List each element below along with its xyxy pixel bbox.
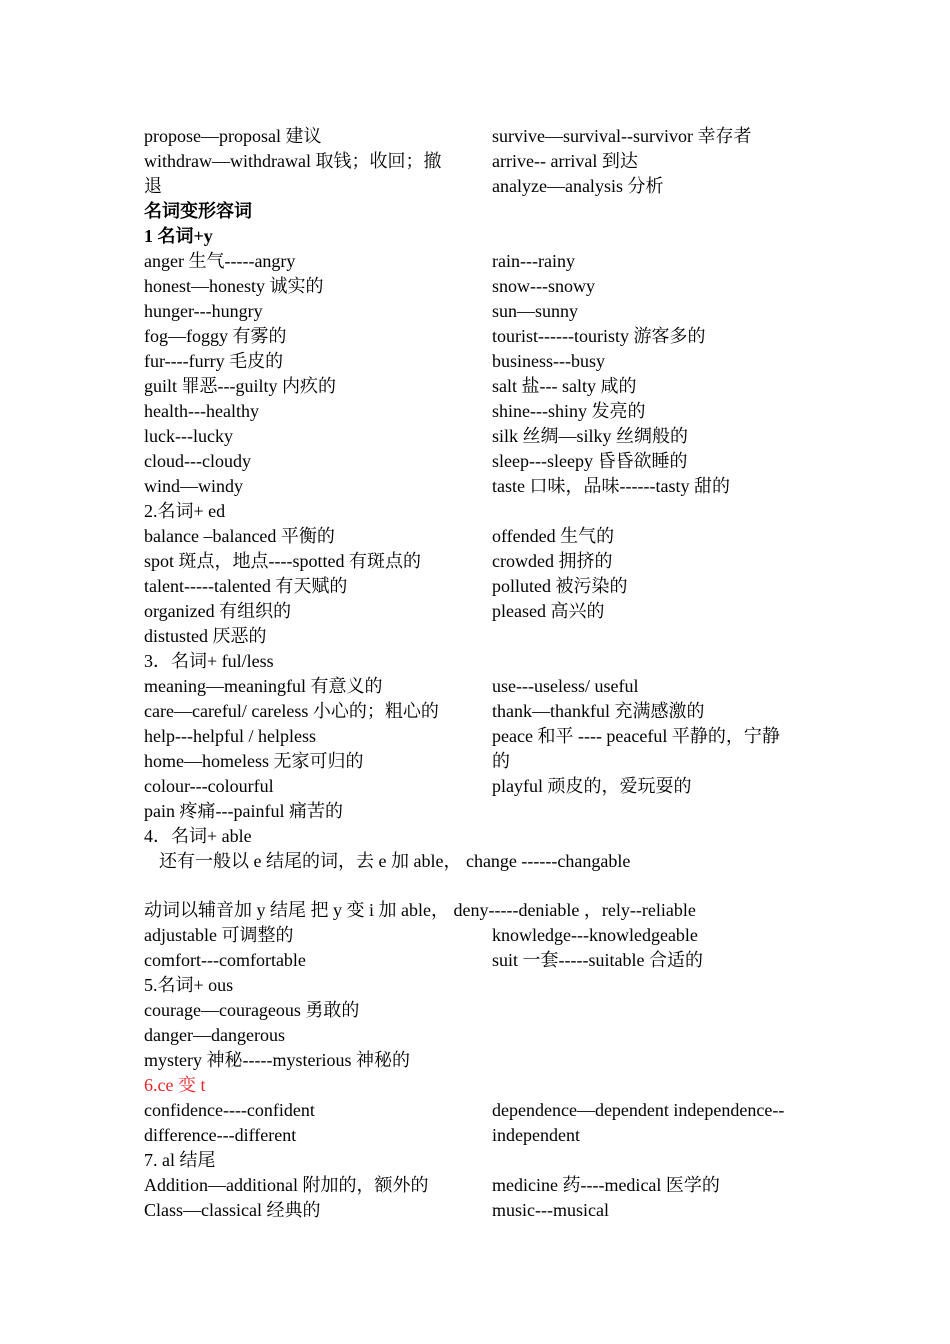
word-pair: danger—dangerous (144, 1025, 285, 1045)
word-pair: arrive-- arrival 到达 (492, 151, 638, 171)
word-pair: thank—thankful 充满感激的 (492, 701, 705, 721)
word-pair: distusted 厌恶的 (144, 626, 267, 646)
word-pair: fog—foggy 有雾的 (144, 326, 287, 346)
word-pair: care—careful/ careless 小心的；粗心的 (144, 701, 439, 721)
word-pair: sun—sunny (492, 301, 579, 321)
word-pair: rain---rainy (492, 251, 575, 271)
section-heading-ce-t: 6.ce 变 t (144, 1075, 206, 1095)
word-pair: salt 盐--- salty 咸的 (492, 376, 637, 396)
rule-note: 动词以辅音加 y 结尾 把 y 变 i 加 able， deny-----deniable ，rely--reliable (144, 900, 696, 920)
word-pair: medicine 药----medical 医学的 (492, 1175, 720, 1195)
word-pair: taste 口味，品味------tasty 甜的 (492, 476, 730, 496)
section-heading-ful-less: 3．名词+ ful/less (144, 651, 274, 671)
word-pair: playful 顽皮的，爱玩耍的 (492, 776, 692, 796)
word-pair: music---musical (492, 1200, 609, 1220)
word-pair: confidence----confident (144, 1100, 315, 1120)
word-pair: analyze—analysis 分析 (492, 176, 664, 196)
section-heading-able: 4．名词+ able (144, 826, 252, 846)
word-pair: crowded 拥挤的 (492, 551, 613, 571)
word-pair: 退 (144, 176, 162, 196)
word-pair: Addition—additional 附加的，额外的 (144, 1175, 429, 1195)
section-heading-y: 1 名词+y (144, 226, 213, 246)
word-pair: survive—survival--survivor 幸存者 (492, 126, 752, 146)
word-pair: pleased 高兴的 (492, 601, 605, 621)
section-heading-al: 7. al 结尾 (144, 1150, 216, 1170)
word-pair: wind—windy (144, 476, 243, 496)
word-pair: cloud---cloudy (144, 451, 251, 471)
word-pair: balance –balanced 平衡的 (144, 526, 335, 546)
word-pair: 的 (492, 751, 510, 771)
word-pair: peace 和平 ---- peaceful 平静的，宁静 (492, 726, 780, 746)
word-pair: anger 生气-----angry (144, 251, 296, 271)
word-pair: adjustable 可调整的 (144, 925, 294, 945)
word-pair: courage—courageous 勇敢的 (144, 1000, 360, 1020)
word-pair: suit 一套-----suitable 合适的 (492, 950, 703, 970)
word-pair: use---useless/ useful (492, 676, 639, 696)
section-heading: 名词变形容词 (144, 201, 252, 221)
word-pair: guilt 罪恶---guilty 内疚的 (144, 376, 336, 396)
word-pair: difference---different (144, 1125, 297, 1145)
word-pair: silk 丝绸—silky 丝绸般的 (492, 426, 689, 446)
word-pair: meaning—meaningful 有意义的 (144, 676, 383, 696)
word-pair: knowledge---knowledgeable (492, 925, 698, 945)
word-pair: independent (492, 1125, 580, 1145)
word-pair: sleep---sleepy 昏昏欲睡的 (492, 451, 688, 471)
word-pair: dependence—dependent independence-- (492, 1100, 785, 1120)
word-pair: business---busy (492, 351, 605, 371)
word-pair: Class—classical 经典的 (144, 1200, 321, 1220)
section-heading-ous: 5.名词+ ous (144, 975, 234, 995)
word-pair: help---helpful / helpless (144, 726, 316, 746)
word-pair: tourist------touristy 游客多的 (492, 326, 706, 346)
word-pair: spot 斑点，地点----spotted 有斑点的 (144, 551, 421, 571)
word-pair: organized 有组织的 (144, 601, 292, 621)
word-pair: withdraw—withdrawal 取钱；收回；撤 (144, 151, 442, 171)
word-pair: snow---snowy (492, 276, 595, 296)
word-pair: colour---colourful (144, 776, 274, 796)
word-pair: mystery 神秘-----mysterious 神秘的 (144, 1050, 410, 1070)
word-pair: luck---lucky (144, 426, 233, 446)
word-pair: health---healthy (144, 401, 259, 421)
word-pair: hunger---hungry (144, 301, 263, 321)
word-pair: fur----furry 毛皮的 (144, 351, 284, 371)
word-pair: offended 生气的 (492, 526, 615, 546)
section-heading-ed: 2.名词+ ed (144, 501, 226, 521)
word-pair: shine---shiny 发亮的 (492, 401, 646, 421)
word-pair: comfort---comfortable (144, 950, 306, 970)
word-pair: polluted 被污染的 (492, 576, 628, 596)
rule-note: 还有一般以 e 结尾的词，去 e 加 able， change ------changable (159, 851, 631, 871)
word-pair: talent-----talented 有天赋的 (144, 576, 348, 596)
word-pair: propose—proposal 建议 (144, 126, 322, 146)
word-pair: pain 疼痛---painful 痛苦的 (144, 801, 343, 821)
word-pair: honest—honesty 诚实的 (144, 276, 324, 296)
word-pair: home—homeless 无家可归的 (144, 751, 364, 771)
